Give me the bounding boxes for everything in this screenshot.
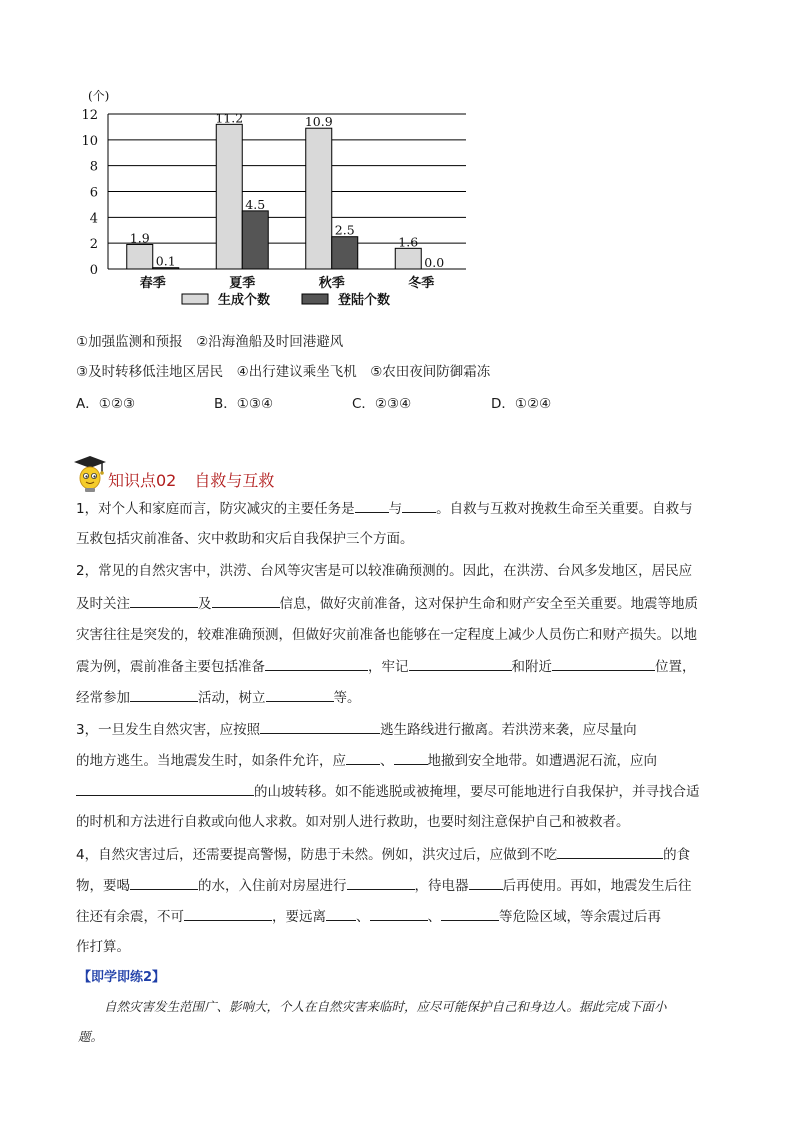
fill-blank[interactable] [265, 656, 368, 671]
bar [242, 211, 268, 269]
data-label: 1.6 [398, 234, 419, 250]
option-d[interactable]: D．①②④ [491, 396, 552, 412]
fill-blank[interactable] [260, 719, 380, 734]
legend-label: 生成个数 [218, 293, 271, 308]
data-label: 10.9 [304, 114, 333, 130]
data-label: 2.5 [334, 222, 355, 238]
fill-blank[interactable] [130, 593, 198, 608]
answer-options [76, 394, 636, 414]
practice-intro-line1: 自然灾害发生范围广、影响大，个人在自然灾害来临时，应尽可能保护自己和身边人。据此完成下面小 [104, 999, 667, 1014]
fill-blank[interactable] [441, 906, 499, 921]
scholar-lightbulb-icon [72, 454, 108, 494]
fill-blank[interactable] [402, 498, 436, 513]
fill-blank[interactable] [130, 875, 198, 890]
para1-line2: 互救包括灾前准备、灾中救助和灾后自我保护三个方面。 [76, 531, 414, 547]
para4-line1: 4，自然灾害过后，还需要提高警惕，防患于未然。例如，洪灾过后，应做到不吃 的食 [76, 844, 690, 865]
fill-blank[interactable] [347, 875, 415, 890]
fill-blank[interactable] [409, 656, 512, 671]
category-label: 夏季 [229, 276, 256, 291]
y-tick-label: 10 [81, 133, 98, 149]
knowledge-point-number: 知识点02 [108, 471, 177, 490]
bar [127, 244, 153, 269]
statement-line-1: ①加强监测和预报 ②沿海渔船及时回港避风 [76, 334, 344, 350]
fill-blank[interactable] [76, 781, 254, 796]
option-c[interactable]: C．②③④ [352, 396, 412, 412]
bar [306, 128, 332, 269]
para2-line3: 灾害往往是突发的，较难准确预测，但做好灾前准备也能够在一定程度上减少人员伤亡和财产损失。以地 [76, 627, 697, 643]
bar [332, 237, 358, 269]
fill-blank[interactable] [212, 593, 280, 608]
fill-blank[interactable] [370, 906, 428, 921]
y-tick-label: 0 [89, 263, 98, 278]
y-tick-label: 8 [89, 159, 98, 175]
bar-chart-svg [70, 84, 490, 320]
legend-swatch [182, 294, 208, 304]
bar [216, 124, 242, 269]
option-b[interactable]: B．①③④ [214, 396, 274, 412]
category-label: 冬季 [408, 276, 435, 291]
para3-line1: 3，一旦发生自然灾害，应按照 逃生路线进行撤离。若洪涝来袭，应尽量向 [76, 719, 637, 740]
para3-line4: 的时机和方法进行自救或向他人求救。如对别人进行救助，也要时刻注意保护自己和被救者。 [76, 814, 630, 830]
legend-label: 登陆个数 [338, 293, 391, 308]
para2-line2: 及时关注 及 信息，做好灾前准备，这对保护生命和财产安全至关重要。地震等地质 [76, 593, 698, 614]
y-tick-label: 2 [89, 237, 98, 253]
data-label: 1.9 [129, 230, 150, 246]
fill-blank[interactable] [326, 906, 356, 921]
practice-label: 【即学即练2】 [78, 970, 166, 985]
statement-line-2: ③及时转移低洼地区居民 ④出行建议乘坐飞机 ⑤农田夜间防御霜冻 [76, 364, 491, 380]
para2-line4: 震为例，震前准备主要包括准备 ，牢记 和附近 位置， [76, 656, 696, 677]
knowledge-point-header [72, 454, 392, 498]
para2-line5: 经常参加 活动，树立 等。 [76, 687, 361, 708]
fill-blank[interactable] [130, 687, 198, 702]
para2-line1: 2，常见的自然灾害中，洪涝、台风等灾害是可以较准确预测的。因此，在洪涝、台风多发地区，居民应 [76, 563, 693, 579]
para3-line2: 的地方逃生。当地震发生时，如条件允许，应 、 地撤到安全地带。如遭遇泥石流，应向 [76, 750, 657, 771]
y-axis-label: (个) [88, 89, 110, 103]
para4-line4: 作打算。 [76, 939, 130, 955]
category-label: 秋季 [318, 276, 345, 291]
legend-swatch [302, 294, 328, 304]
y-tick-label: 6 [89, 185, 98, 201]
para3-line3: 的山坡转移。如不能逃脱或被掩埋，要尽可能地进行自我保护，并寻找合适 [76, 781, 700, 802]
data-label: 4.5 [245, 196, 266, 212]
fill-blank[interactable] [355, 498, 389, 513]
y-tick-label: 4 [89, 211, 98, 227]
practice-intro-line2: 题。 [78, 1029, 104, 1044]
fill-blank[interactable] [469, 875, 503, 890]
fill-blank[interactable] [184, 906, 272, 921]
fill-blank[interactable] [266, 687, 334, 702]
para4-line2: 物，要喝 的水，入住前对房屋进行 ，待电器 后再使用。再如，地震发生后往 [76, 875, 692, 896]
fill-blank[interactable] [552, 656, 655, 671]
bar [395, 248, 421, 269]
option-a[interactable]: A．①②③ [76, 396, 136, 412]
fill-blank[interactable] [557, 844, 663, 859]
category-label: 春季 [139, 276, 166, 291]
fill-blank[interactable] [346, 750, 380, 765]
data-label: 11.2 [215, 110, 244, 126]
knowledge-point-title [108, 468, 274, 491]
y-tick-label: 12 [81, 108, 98, 123]
fill-blank[interactable] [394, 750, 428, 765]
para1-line1: 1，对个人和家庭而言，防灾减灾的主要任务是 与 。自救与互救对挽救生命至关重要。自救与 [76, 498, 693, 519]
data-label: 0.1 [155, 253, 176, 269]
typhoon-season-chart [70, 84, 490, 320]
knowledge-point-topic: 自救与互救 [194, 471, 275, 490]
para4-line3: 往还有余震，不可 ，要远离 、 、 等危险区域，等余震过后再 [76, 906, 661, 927]
data-label: 0.0 [424, 255, 445, 270]
